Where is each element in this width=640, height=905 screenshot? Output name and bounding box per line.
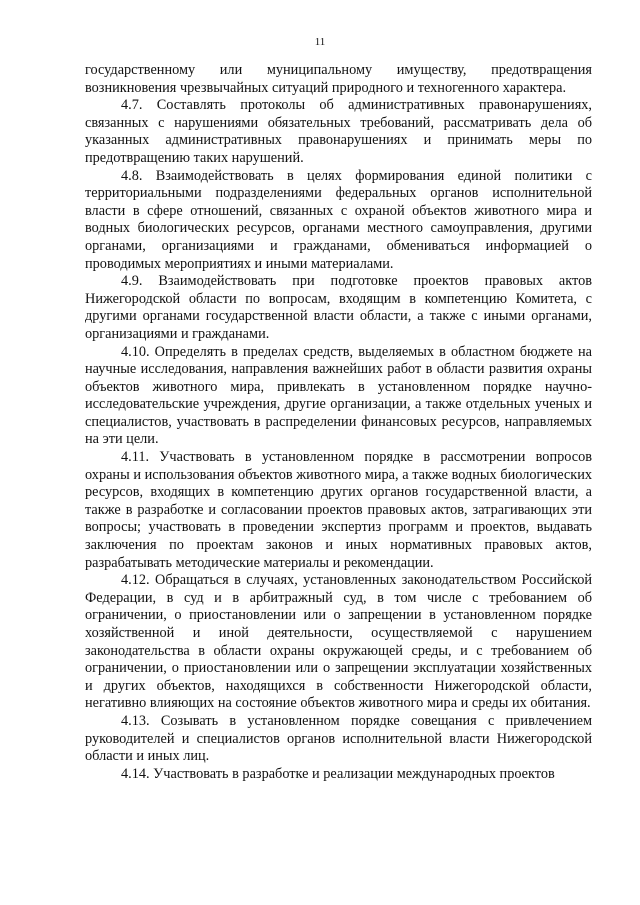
document-body: [85, 62, 592, 783]
paragraph: государственному или муниципальному имуществу, предотвращения возникновения чрезвычайных ситуаций природного и техногенного характера.: [85, 62, 592, 96]
paragraph: 4.9. Взаимодействовать при подготовке проектов правовых актов Нижегородской области по вопросам, входящим в компетенцию Комитета, с другими органами государственной власти области, а также с иными органами, организациями и гражданами.: [85, 273, 592, 342]
paragraph: 4.13. Созывать в установленном порядке совещания с привлечением руководителей и специалистов органов исполнительной власти Нижегородской области и иных лиц.: [85, 712, 592, 765]
paragraph: 4.8. Взаимодействовать в целях формирования единой политики с территориальными подразделениями федеральных органов исполнительной власти в сфере отношений, связанных с охраной объектов животного мира и водных биологических ресурсов, органами местного самоуправления, другими органами, организациями и гражданами, обмениваться информацией о проводимых мероприятиях и иными материалами.: [85, 167, 592, 272]
paragraph: 4.10. Определять в пределах средств, выделяемых в областном бюджете на научные исследования, направления важнейших работ в области развития охраны объектов животного мира, привлекать в установленном порядке научно-исследовательские учреждения, другие организации, а также отдельных ученых и специалистов, участвовать в распределении финансовых ресурсов, направляемых на эти цели.: [85, 343, 592, 448]
paragraph: 4.12. Обращаться в случаях, установленных законодательством Российской Федерации, в суд и в арбитражный суд, в том числе с требованием об ограничении, о приостановлении или о запрещении в установленном порядке хозяйственной и иной деятельности, осуществляемой с нарушением законодательства в области охраны окружающей среды, и с требованием об ограничении, о приостановлении или о запрещении эксплуатации хозяйственных и других объектов, находящихся в собственности Нижегородской области, негативно влияющих на состояние объектов животного мира и среды их обитания.: [85, 572, 592, 712]
paragraph: 4.7. Составлять протоколы об административных правонарушениях, связанных с нарушениями обязательных требований, рассматривать дела об указанных административных правонарушениях и принимать меры по предотвращению таких нарушений.: [85, 97, 592, 166]
paragraph: 4.14. Участвовать в разработке и реализации международных проектов: [121, 765, 555, 782]
paragraph: 4.11. Участвовать в установленном порядке в рассмотрении вопросов охраны и использования объектов животного мира, а также водных биологических ресурсов, входящих в компетенцию других органов государственной власти, а также в разработке и согласовании проектов правовых актов, затрагивающих эти вопросы; участвовать в проведении экспертиз программ и проектов, выдавать заключения по проектам законов и иных нормативных правовых актов, разрабатывать методические материалы и рекомендации.: [85, 449, 592, 571]
page-number: 11: [314, 36, 326, 48]
